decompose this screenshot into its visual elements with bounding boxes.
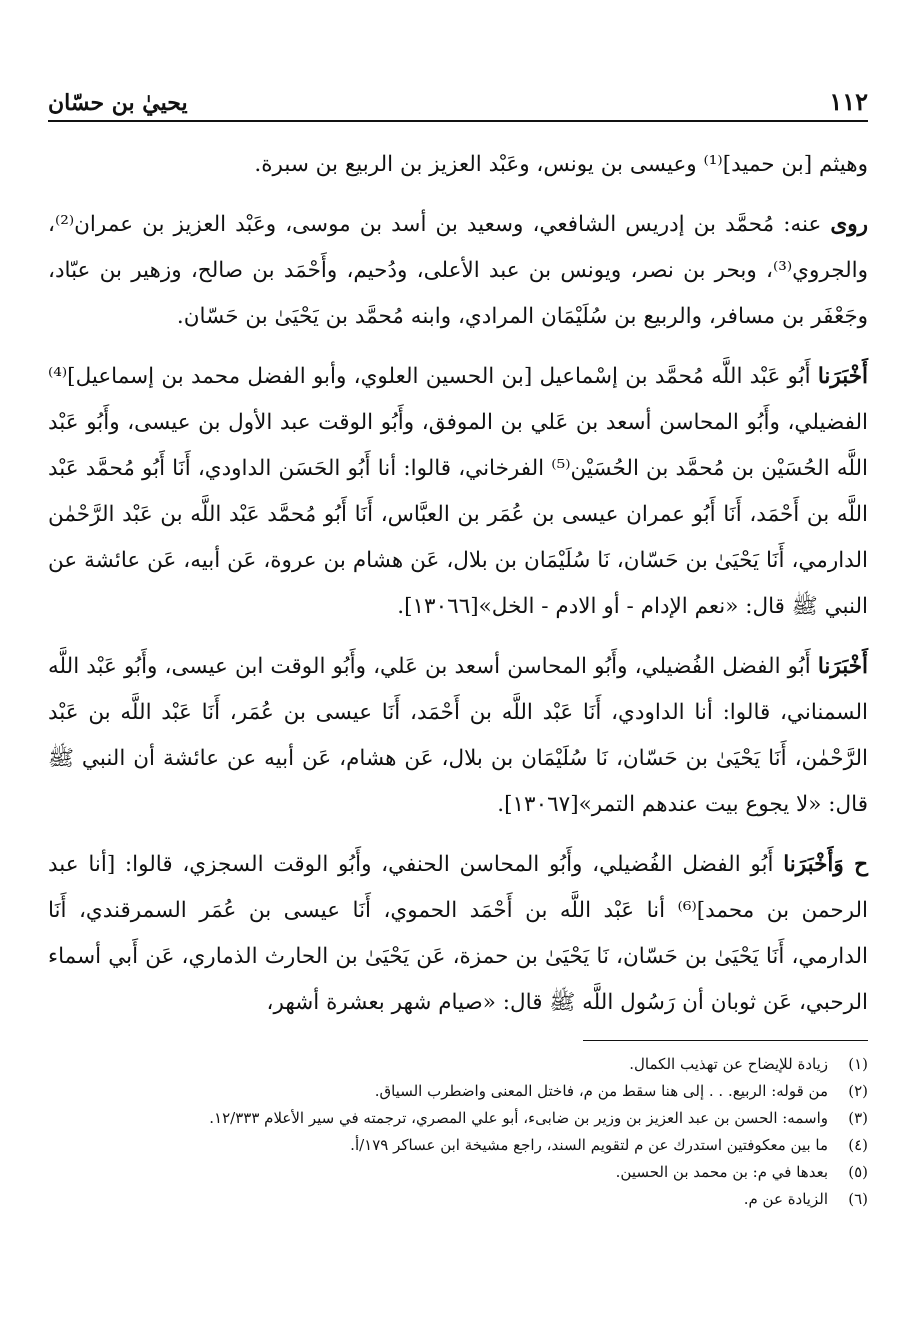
footnote-number: (٥) bbox=[848, 1163, 868, 1181]
paragraph-text: أَبُو الفضل الفُضيلي، وأَبُو المحاسن الحنفي، وأَبُو الوقت السجزي، قالوا: [أنا عبد الرحمن بن محمد]⁽⁶⁾ أنا عَبْد اللَّه بن أَحْمَد الحموي، أَنَا عيسى بن عُمَر السمرقندي، أَنَا الدارمي، أَنَا يَحْيَىٰ بن حَسّان، نَا يَحْيَىٰ بن حمزة، عَن يَحْيَىٰ بن الحارث الذماري، عَن أَبي أسماء الرحبي، عَن ثوبان أن رَسُول اللَّه ﷺ قال: «صيام شهر بعشرة أشهر، bbox=[48, 852, 868, 1015]
paragraph-lead: أَخْبَرَنا bbox=[817, 654, 868, 679]
paragraph bbox=[48, 202, 868, 340]
paragraph bbox=[48, 842, 868, 1026]
page-header bbox=[48, 88, 868, 122]
footnote bbox=[48, 1105, 868, 1132]
footnote-number: (١) bbox=[848, 1055, 868, 1073]
paragraph bbox=[48, 142, 868, 188]
footnote-number: (٤) bbox=[848, 1136, 868, 1154]
page-number: ١١٢ bbox=[829, 87, 868, 116]
paragraph-text: وهيثم [بن حميد]⁽¹⁾ وعيسى بن يونس، وعَبْد العزيز بن الربيع بن سبرة. bbox=[254, 152, 868, 177]
footnote bbox=[48, 1132, 868, 1159]
footnote-text: واسمه: الحسن بن عبد العزيز بن وزير بن ضابىء، أبو علي المصري، ترجمته في سير الأعلام ١٢/٣٣٣. bbox=[209, 1109, 828, 1127]
footnote-divider bbox=[583, 1040, 868, 1041]
footnote-text: من قوله: الربيع. . . إلى هنا سقط من م، فاختل المعنى واضطرب السياق. bbox=[374, 1082, 828, 1100]
footnote bbox=[48, 1051, 868, 1078]
paragraph-lead: روى bbox=[830, 212, 868, 237]
footnote-number: (٦) bbox=[848, 1190, 868, 1208]
footnote-text: بعدها في م: بن محمد بن الحسين. bbox=[615, 1163, 828, 1181]
main-text bbox=[48, 142, 868, 1026]
paragraph-text: أَبُو عَبْد اللَّه مُحمَّد بن إسْماعيل [بن الحسين العلوي، وأبو الفضل محمد بن إسماعيل]⁽⁴⁾ الفضيلي، وأَبُو المحاسن أسعد بن عَلي بن الموفق، وأَبُو الوقت عبد الأول بن عيسى، وأَبُو عَبْد اللَّه الحُسَيْن بن مُحمَّد بن الحُسَيْن⁽⁵⁾ الفرخاني، قالوا: أنا أَبُو الحَسَن الداودي، أَنَا أَبُو مُحمَّد عَبْد اللَّه بن أَحْمَد، أَنَا أَبُو عمران عيسى بن عُمَر بن العبَّاس، أَنَا أَبُو مُحمَّد عَبْد اللَّه بن عَبْد الرَّحْمٰن الدارمي، أَنَا يَحْيَىٰ بن حَسّان، نَا سُلَيْمَان بن بلال، عَن هشام بن عروة، عَن أبيه، عَن عائشة عن النبي ﷺ قال: «نعم الإدام - أو الادم - الخل»[١٣٠٦٦]. bbox=[48, 364, 868, 619]
footnotes bbox=[48, 1051, 868, 1213]
paragraph-lead: ح وَأَخْبَرَنا bbox=[783, 852, 868, 877]
footnote bbox=[48, 1159, 868, 1186]
footnote-text: الزيادة عن م. bbox=[743, 1190, 828, 1208]
footnote-number: (٢) bbox=[848, 1082, 868, 1100]
footnote-text: ما بين معكوفتين استدرك عن م لتقويم السند، راجع مشيخة ابن عساكر ١٧٩/أ. bbox=[350, 1136, 828, 1154]
footnote bbox=[48, 1186, 868, 1213]
paragraph bbox=[48, 644, 868, 828]
running-title: يحييٰ بن حسّان bbox=[48, 90, 188, 116]
footnote bbox=[48, 1078, 868, 1105]
paragraph bbox=[48, 354, 868, 630]
footnote-text: زيادة للإيضاح عن تهذيب الكمال. bbox=[629, 1055, 828, 1073]
paragraph-lead: أَخْبَرَنا bbox=[817, 364, 868, 389]
paragraph-text: أَبُو الفضل الفُضيلي، وأَبُو المحاسن أسعد بن عَلي، وأَبُو الوقت ابن عيسى، وأَبُو عَبْد اللَّه السمناني، قالوا: أنا الداودي، أَنَا عَبْد اللَّه بن أَحْمَد، أَنَا عيسى بن عُمَر، أَنَا عَبْد اللَّه بن عَبْد الرَّحْمٰن، أَنَا يَحْيَىٰ بن حَسّان، نَا سُلَيْمَان بن بلال، عَن هشام، عَن أبيه عن عائشة أن النبي ﷺ قال: «لا يجوع بيت عندهم التمر»[١٣٠٦٧]. bbox=[48, 654, 868, 817]
footnote-number: (٣) bbox=[848, 1109, 868, 1127]
paragraph-text: عنه: مُحمَّد بن إدريس الشافعي، وسعيد بن أسد بن موسى، وعَبْد العزيز بن عمران⁽²⁾، والجروي⁽³⁾، وبحر بن نصر، ويونس بن عبد الأعلى، ودُحيم، وأَحْمَد بن صالح، وزهير بن عبّاد، وجَعْفَر بن مسافر، والربيع بن سُلَيْمَان المرادي، وابنه مُحمَّد بن يَحْيَىٰ بن حَسّان. bbox=[48, 212, 868, 329]
